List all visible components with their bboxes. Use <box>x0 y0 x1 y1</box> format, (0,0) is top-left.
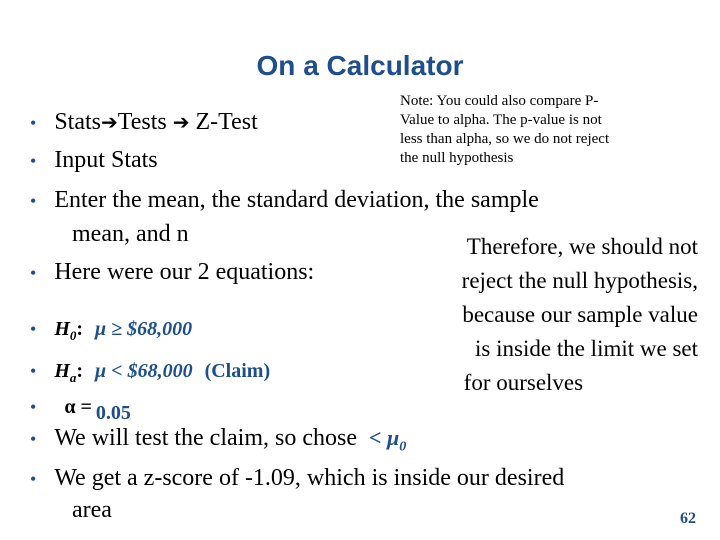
bullet-text: We get a z-score of -1.09, which is inside our desired <box>54 465 565 491</box>
bullet-input-stats <box>30 146 158 174</box>
note-line: Note: You could also compare P- <box>400 93 599 109</box>
bullet-text-part: Stats <box>54 109 101 135</box>
bullet-dot: • <box>30 397 37 417</box>
alpha-label: α = <box>64 396 92 418</box>
page-number: 62 <box>680 510 696 527</box>
bullet-dot: • <box>30 319 37 339</box>
alpha-value: 0.05 <box>95 402 131 424</box>
bullet-text-continued: mean, and n <box>72 221 189 247</box>
conclusion-line: reject the null hypothesis, <box>461 268 698 293</box>
bullet-text: Input Stats <box>54 147 158 173</box>
conclusion-line: Therefore, we should not <box>466 234 698 259</box>
less-than-mu-symbol: < $\mu_0$ <box>368 425 407 455</box>
bullet-z-score <box>30 464 564 492</box>
bullet-text-part: Z-Test <box>195 109 258 135</box>
alpha-line <box>30 396 131 424</box>
conclusion-line: for ourselves <box>463 370 584 395</box>
claim-tag: (Claim) <box>204 360 271 382</box>
hypothesis-label: $H_0$: <box>54 318 84 343</box>
conclusion-line: because our sample value <box>462 302 698 327</box>
bullet-text-continued: area <box>72 497 112 523</box>
alternative-hypothesis <box>30 360 270 386</box>
bullet-text: We will test the claim, so chose <box>54 425 357 451</box>
bullet-stats-tests <box>30 108 258 136</box>
note-line: less than alpha, so we do not reject <box>400 131 610 147</box>
note-line: the null hypothesis <box>400 150 514 166</box>
bullet-text: Here were our 2 equations: <box>54 259 315 285</box>
bullet-dot: • <box>30 191 37 211</box>
hypothesis-label: $H_a$: <box>54 360 84 385</box>
hypothesis-expression: μ < $68,000 <box>95 360 193 382</box>
bullet-text: Enter the mean, the standard deviation, the sample <box>54 187 539 213</box>
bullet-dot: • <box>30 151 37 171</box>
right-arrow-icon: ➔ <box>101 110 118 134</box>
note-block <box>400 92 609 168</box>
null-hypothesis <box>30 318 192 344</box>
bullet-equations <box>30 258 314 286</box>
note-line: Value to alpha. The p-value is not <box>400 112 602 128</box>
conclusion-block <box>462 230 698 400</box>
right-arrow-icon: ➔ <box>172 110 190 134</box>
conclusion-line: is inside the limit we set <box>475 336 698 361</box>
bullet-dot: • <box>30 361 37 381</box>
bullet-dot: • <box>30 263 37 283</box>
bullet-dot: • <box>30 469 37 489</box>
slide-title: On a Calculator <box>256 50 464 81</box>
bullet-dot: • <box>30 113 37 133</box>
bullet-dot: • <box>30 429 37 449</box>
bullet-test-claim <box>30 424 406 455</box>
hypothesis-expression: μ ≥ $68,000 <box>95 318 193 340</box>
bullet-text-part: Tests <box>117 109 167 135</box>
bullet-enter-mean <box>30 186 539 214</box>
bullet-text <box>54 109 258 135</box>
